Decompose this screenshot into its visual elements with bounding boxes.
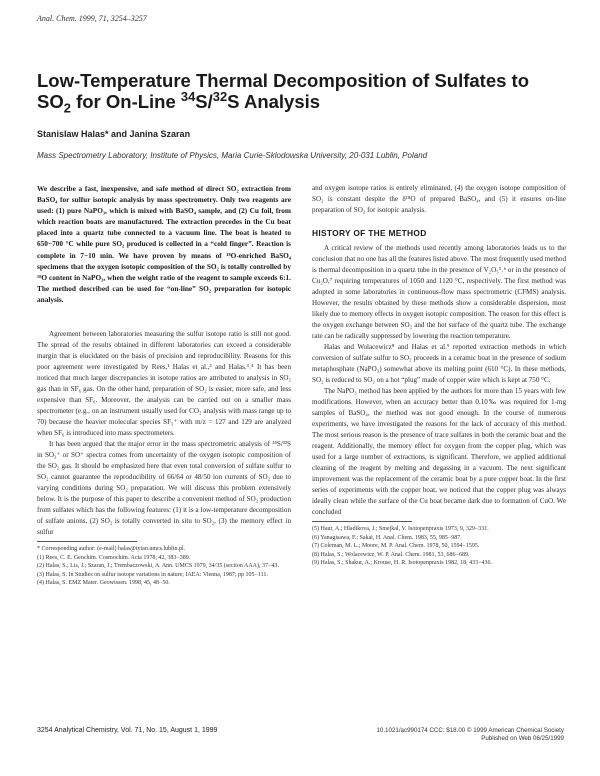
- page-footer-doi: [350, 727, 564, 743]
- footnote-ref-8: (8) Halas, S.; Wolacewicz, W. P. Anal. Chem. 1981, 53, 686−689.: [312, 551, 470, 558]
- footer-published-line: Published on Web 06/25/1999: [481, 735, 564, 742]
- title-mid2: S/: [195, 91, 213, 112]
- title-prefix: Low-Temperature Thermal Decomposition of Sulfates to SO: [37, 70, 530, 112]
- spacer: [312, 216, 566, 228]
- abstract: We describe a fast, inexpensive, and safe method of direct SO₂ extraction from BaSO₄ for sulfur isotopic analysis by mass spectrometry. Only two reagents are used: (1) pure NaPO₃, which is mixed with BaSO₄ sample, and (2) Cu foil, from which reaction boats are manufactured. The extraction precedes in the Cu boat placed into a quartz tube connected to a vacuum line. The boat is heated to 650−700 °C while pure SO₂ produced is collected in a “cold finger”. Reaction is complete in 7−10 min. We have proven by means of ¹⁸O-enriched BaSO₄ specimens that the oxygen isotopic composition of the SO₂ is totally controlled by ¹⁸O content in NaPO₃, when the weight ratio of the reagent to sample exceeds 6:1. The method described can be used for “on-line” SO₂ preparation for isotopic analysis.: [37, 184, 291, 304]
- article-title: [37, 70, 567, 116]
- history-paragraph-2: Halas and Wolacewicz⁸ and Halas et al.⁹ reported extraction methods in which conversion of sulfate sulfur to SO₂ proceeds in a ceramic boat in the presence of sodium metaphosphate (NaPO₃) somewhat above its melting point (610 °C). In these methods, SO₂ is reduced to SO₂ on a hot “plug” made of copper wire which is kept at 750 °C.: [312, 343, 566, 384]
- footnote-ref-1: (1) Rees, C. E. Geochim. Cosmochim. Acta 1978, 42, 383−389.: [37, 554, 191, 561]
- history-paragraph-3: The NaPO₃ method has been applied by the authors for more than 15 years with few modifications. However, when an accuracy better than 0.10‰ was required for 1-mg samples of BaSO₄, the method was not good enough. In the course of numerous experiments, we have investigated the reasons for the lack of accuracy of this method. The most serious reason is the presence of trace sulfates in both the ceramic boat and the reagent. Additionally, the memory effect for oxygen from the copper plug, which was used for a large number of extractions, is significant. Therefore, we applied additional cleaning of the reagent by melting and degassing in a vacuum. The next significant improvement was the replacement of the ceramic boat by a pure copper boat. In the first series of experiments with the copper boat, we noticed that the copper plug was always ideally clean while the surface of the Cu boat became dark due to formation of CuO. We concluded: [312, 387, 566, 516]
- footnote-ref-9: (9) Halas, S.; Shakur, A.; Krouse, H. R. Isotopenpraxis 1982, 18, 433−436.: [312, 560, 492, 567]
- title-sup-32: 32: [212, 88, 228, 104]
- journal-reference: Anal. Chem. 1999, 71, 3254–3257: [37, 14, 147, 23]
- title-mid: for On-Line: [70, 91, 181, 112]
- footnote-ref-4: (4) Halas, S. EMZ Mater. Geowissen. 1998, 45, 48−50.: [37, 580, 170, 587]
- spacer: [37, 305, 291, 317]
- footnote-ref-3: (3) Halas, S. In Studies on sulfur isotope variations in nature; IAEA: Vienna, 1987; pp 105−111.: [37, 571, 268, 578]
- footnote-divider: [312, 521, 412, 522]
- footnote-ref-2: (2) Halas, S.; Lis, J.; Szaran, J.; Trembaczowski, A. Ann. UMCS 1979, 34/35 (section AAA), 37−43.: [37, 563, 279, 570]
- footnote-ref-6: (6) Yanagisawa, F.; Sakai, H. Anal. Chem. 1983, 55, 985−987.: [312, 534, 462, 541]
- left-column: [37, 183, 291, 588]
- footnote-corresponding: * Corresponding author: (e-mail) halas@tytan.umcs.lublin.pl.: [37, 546, 186, 553]
- section-heading-history: HISTORY OF THE METHOD: [312, 228, 427, 238]
- footnote-divider: [37, 541, 137, 542]
- title-sub: 2: [63, 100, 71, 116]
- footnote-ref-5: (5) Haur, A.; Hladikova, J.; Smejkal, V. Isotopenpraxis 1973, 9, 329−331.: [312, 526, 489, 532]
- spacer: [37, 317, 291, 329]
- footnote-ref-7: (7) Coleman, M. L.; Moore, M. P. Anal. Chem. 1978, 50, 1594−1595.: [312, 543, 480, 550]
- affiliation: Mass Spectrometry Laboratory, Institute of Physics, Maria Curie-Sklodowska University, 20-031 Lublin, Poland: [37, 151, 428, 160]
- intro-paragraph-2: It has been argued that the major error in the mass spectrometric analysis of ³⁴S/³²S in SO₂⁺ or SO⁺ spectra comes from uncertainty of the oxygen isotopic composition of the SO₂ gas. It should be emphasized here that even total conversion of sulfate sulfur to SO₂ cannot guarantee the reproducibility of 66/64 or 48/50 ion currents of SO₂ due to varying conditions during SO₂ preparation. We will discuss this problem extensively below. It is the purpose of this paper to describe a convenient method of SO₂ production from sulfates which has the following features: (1) it is a low-temperature decomposition of sulfate anions, (2) SO₂ is totally converted in situ to SO₂, (3) the memory effect in sulfur: [37, 440, 291, 537]
- authors: Stanislaw Halas* and Janina Szaran: [37, 129, 191, 139]
- right-column: [312, 183, 566, 568]
- features-continuation: and oxygen isotope ratios is entirely eliminated, (4) the oxygen isotope composition of SO₂ is constant despite the δ¹⁸O of prepared BaSO₄, and (5) it ensures on-line preparation of SO₂ for isotopic analysis.: [312, 184, 566, 214]
- title-suffix: S Analysis: [227, 91, 321, 112]
- footer-doi-line: 10.1021/ac990174 CCC: $18.00 © 1999 American Chemical Society: [376, 727, 564, 734]
- title-sup-34: 34: [180, 88, 196, 104]
- page-footer-citation: 3254 Analytical Chemistry, Vol. 71, No. 15, August 1, 1999: [37, 727, 218, 734]
- intro-paragraph-1: Agreement between laboratories measuring the sulfur isotope ratio is still not good. The spread of the results obtained in different laboratories can exceed a considerable margin that is elucidated on the basis of precision and reproducibility. Reasons for this poor agreement were investigated by Rees,¹ Halas et al.,² and Halas.³˒⁴ It has been noticed that much larger discrepancies in isotope ratios are attributed to analysis in SO₂ gas than in SF₆ gas. On the other hand, preparation of SO₂ is easier, more safe, and less expensive than SF₆. Moreover, the analysis can be carried out on a smaller mass spectrometer (e.g., on an instrument usually used for CO₂ analysis with mass range up to 70) because the heavier molecular species SF₅⁺ with m/z = 127 and 129 are analyzed when SF₆ is introduced into mass spectrometers.: [37, 330, 291, 438]
- history-paragraph-1: A critical review of the methods used recently among laboratories leads us to the conclusion that no one has all the features listed above. The most frequently used method is thermal decomposition in a quartz tube in the presence of V₂O₅⁵˒⁶ or in the presence of Cu₂O,⁷ requiring temperatures of 1050 and 1120 °C, respectively. The first method was adopted in some laboratories in continuous-flow mass spectrometric (CFMS) analysis. However, the results obtained by these methods show a considerable dispersion, most likely due to memory effects in oxygen isotopic composition. The reason for this effect is the oxygen exchange between SO₂ and the hot surface of the quartz tube. The exchange rate can be radically suppressed by lowering the reaction temperature.: [312, 244, 566, 340]
